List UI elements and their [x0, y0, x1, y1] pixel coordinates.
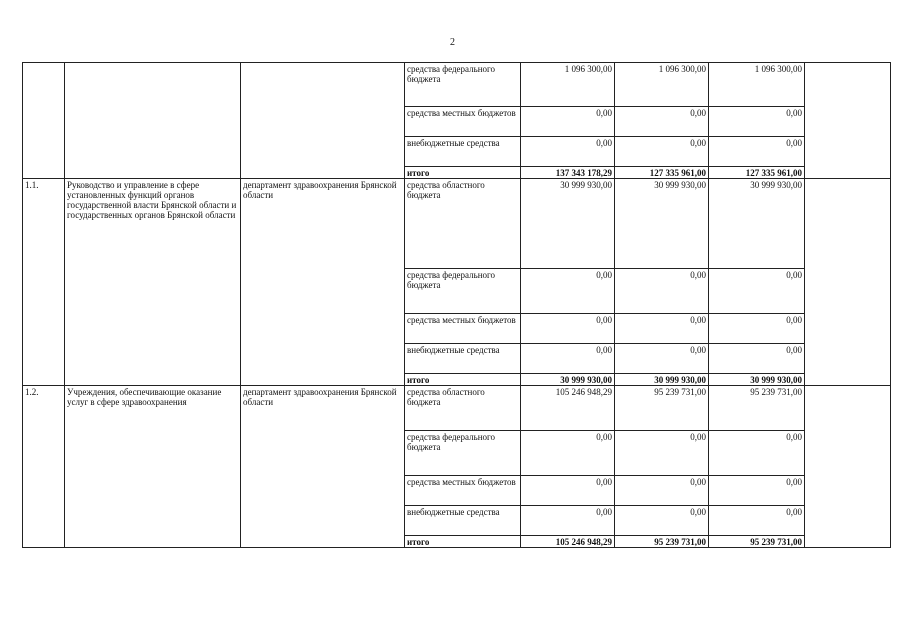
source-cell: средства федерального бюджета: [405, 269, 521, 314]
value-cell: 95 239 731,00: [615, 386, 709, 431]
page-number: 2: [450, 37, 455, 48]
item-number: 1.2.: [23, 386, 65, 548]
value-cell: 0,00: [615, 137, 709, 167]
source-cell: средства областного бюджета: [405, 179, 521, 269]
executor-cell: [241, 63, 405, 179]
empty-cell: [805, 386, 891, 548]
value-cell: 30 999 930,00: [709, 179, 805, 269]
table-row: [23, 386, 891, 431]
value-cell: 30 999 930,00: [709, 374, 805, 386]
value-cell: 0,00: [615, 314, 709, 344]
value-cell: 95 239 731,00: [709, 536, 805, 548]
value-cell: 105 246 948,29: [521, 386, 615, 431]
value-cell: 0,00: [615, 431, 709, 476]
empty-cell: [805, 63, 891, 179]
value-cell: 1 096 300,00: [709, 63, 805, 107]
value-cell: 0,00: [709, 431, 805, 476]
value-cell: 0,00: [615, 476, 709, 506]
value-cell: 30 999 930,00: [615, 179, 709, 269]
value-cell: 0,00: [615, 107, 709, 137]
value-cell: 105 246 948,29: [521, 536, 615, 548]
source-cell: средства федерального бюджета: [405, 63, 521, 107]
value-cell: 1 096 300,00: [521, 63, 615, 107]
item-executor: департамент здравоохранения Брянской области: [241, 386, 405, 548]
source-cell: средства местных бюджетов: [405, 314, 521, 344]
source-cell: внебюджетные средства: [405, 506, 521, 536]
source-cell: средства областного бюджета: [405, 386, 521, 431]
source-cell: итого: [405, 374, 521, 386]
value-cell: 30 999 930,00: [615, 374, 709, 386]
source-cell: средства местных бюджетов: [405, 476, 521, 506]
empty-cell: [805, 179, 891, 386]
value-cell: 0,00: [709, 107, 805, 137]
title-cell: [65, 63, 241, 179]
value-cell: 30 999 930,00: [521, 179, 615, 269]
source-cell: средства местных бюджетов: [405, 107, 521, 137]
source-cell: внебюджетные средства: [405, 344, 521, 374]
value-cell: 127 335 961,00: [615, 167, 709, 179]
item-title: Учреждения, обеспечивающие оказание услуг в сфере здравоохранения: [65, 386, 241, 548]
value-cell: 0,00: [615, 269, 709, 314]
value-cell: 0,00: [521, 344, 615, 374]
budget-table: [22, 62, 891, 548]
value-cell: 0,00: [709, 476, 805, 506]
value-cell: 95 239 731,00: [615, 536, 709, 548]
value-cell: 0,00: [709, 344, 805, 374]
value-cell: 95 239 731,00: [709, 386, 805, 431]
source-cell: итого: [405, 536, 521, 548]
table-row: [23, 179, 891, 269]
value-cell: 0,00: [709, 137, 805, 167]
value-cell: 0,00: [521, 269, 615, 314]
value-cell: 30 999 930,00: [521, 374, 615, 386]
value-cell: 127 335 961,00: [709, 167, 805, 179]
source-cell: внебюджетные средства: [405, 137, 521, 167]
source-cell: средства федерального бюджета: [405, 431, 521, 476]
value-cell: 0,00: [615, 344, 709, 374]
item-executor: департамент здравоохранения Брянской области: [241, 179, 405, 386]
value-cell: 0,00: [521, 314, 615, 344]
item-title: Руководство и управление в сфере установленных функций органов государственной власти Брянской области и государственных органов Брянской области: [65, 179, 241, 386]
table-row: [23, 63, 891, 107]
value-cell: 0,00: [709, 314, 805, 344]
value-cell: 0,00: [521, 107, 615, 137]
value-cell: 0,00: [521, 137, 615, 167]
value-cell: 0,00: [615, 506, 709, 536]
value-cell: 137 343 178,29: [521, 167, 615, 179]
value-cell: 0,00: [521, 431, 615, 476]
value-cell: 0,00: [521, 476, 615, 506]
item-number: 1.1.: [23, 179, 65, 386]
value-cell: 0,00: [709, 269, 805, 314]
value-cell: 1 096 300,00: [615, 63, 709, 107]
value-cell: 0,00: [709, 506, 805, 536]
source-cell: итого: [405, 167, 521, 179]
value-cell: 0,00: [521, 506, 615, 536]
num-cell: [23, 63, 65, 179]
